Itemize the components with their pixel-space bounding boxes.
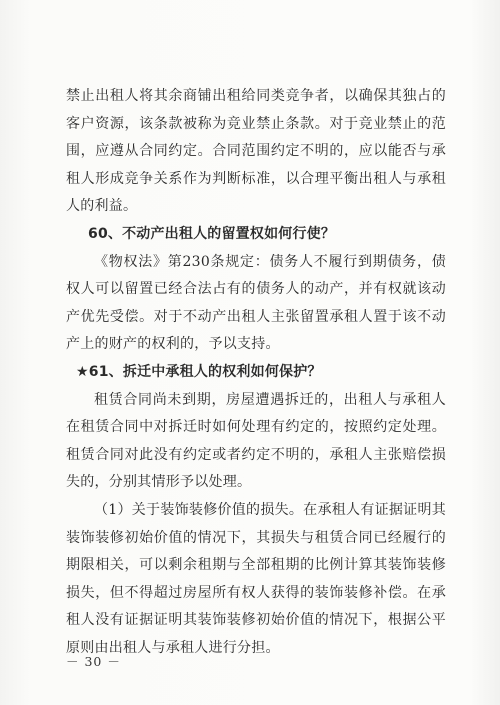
page-number: － 30 － [66, 654, 121, 669]
heading-61-demolition-rights: ★61、拆迁中承租人的权利如何保护？ [76, 363, 322, 380]
paragraph-decoration-loss: （1）关于装饰装修价值的损失。在承租人有证据证明其装饰装修初始价值的情况下，其损失与租赁合同已经履行的期限相关，可以剩余租期与全部租期的比例计算其装饰装修损失，但不得超过房屋所有权人获得的装饰装修补偿。在承租人没有证据证明其装饰装修初始价值的情况下，根据公平原则由出租人与承租人进行分担。 [66, 501, 446, 656]
paragraph-property-law-230: 《物权法》第230条规定：债务人不履行到期债务，债权人可以留置已经合法占有的债务人的动产，并有权就该动产优先受偿。对于不动产出租人主张留置承租人置于该不动产上的财产的权利的，予以支持。 [66, 253, 446, 353]
heading-60-lien-right: 60、不动产出租人的留置权如何行使？ [88, 225, 336, 242]
document-body [66, 83, 446, 662]
paragraph-lease-demolition: 租赁合同尚未到期，房屋遭遇拆迁的，出租人与承租人在租赁合同中对拆迁时如何处理有约定的，按照约定处理。租赁合同对此没有约定或者约定不明的，承租人主张赔偿损失的，分别其情形予以处理。 [66, 391, 446, 491]
paragraph-noncompete: 禁止出租人将其余商铺出租给同类竞争者，以确保其独占的客户资源，该条款被称为竞业禁止条款。对于竞业禁止的范围，应遵从合同约定。合同范围约定不明的，应以能否与承租人形成竞争关系作为判断标准，以合理平衡出租人与承租人的利益。 [66, 88, 446, 215]
